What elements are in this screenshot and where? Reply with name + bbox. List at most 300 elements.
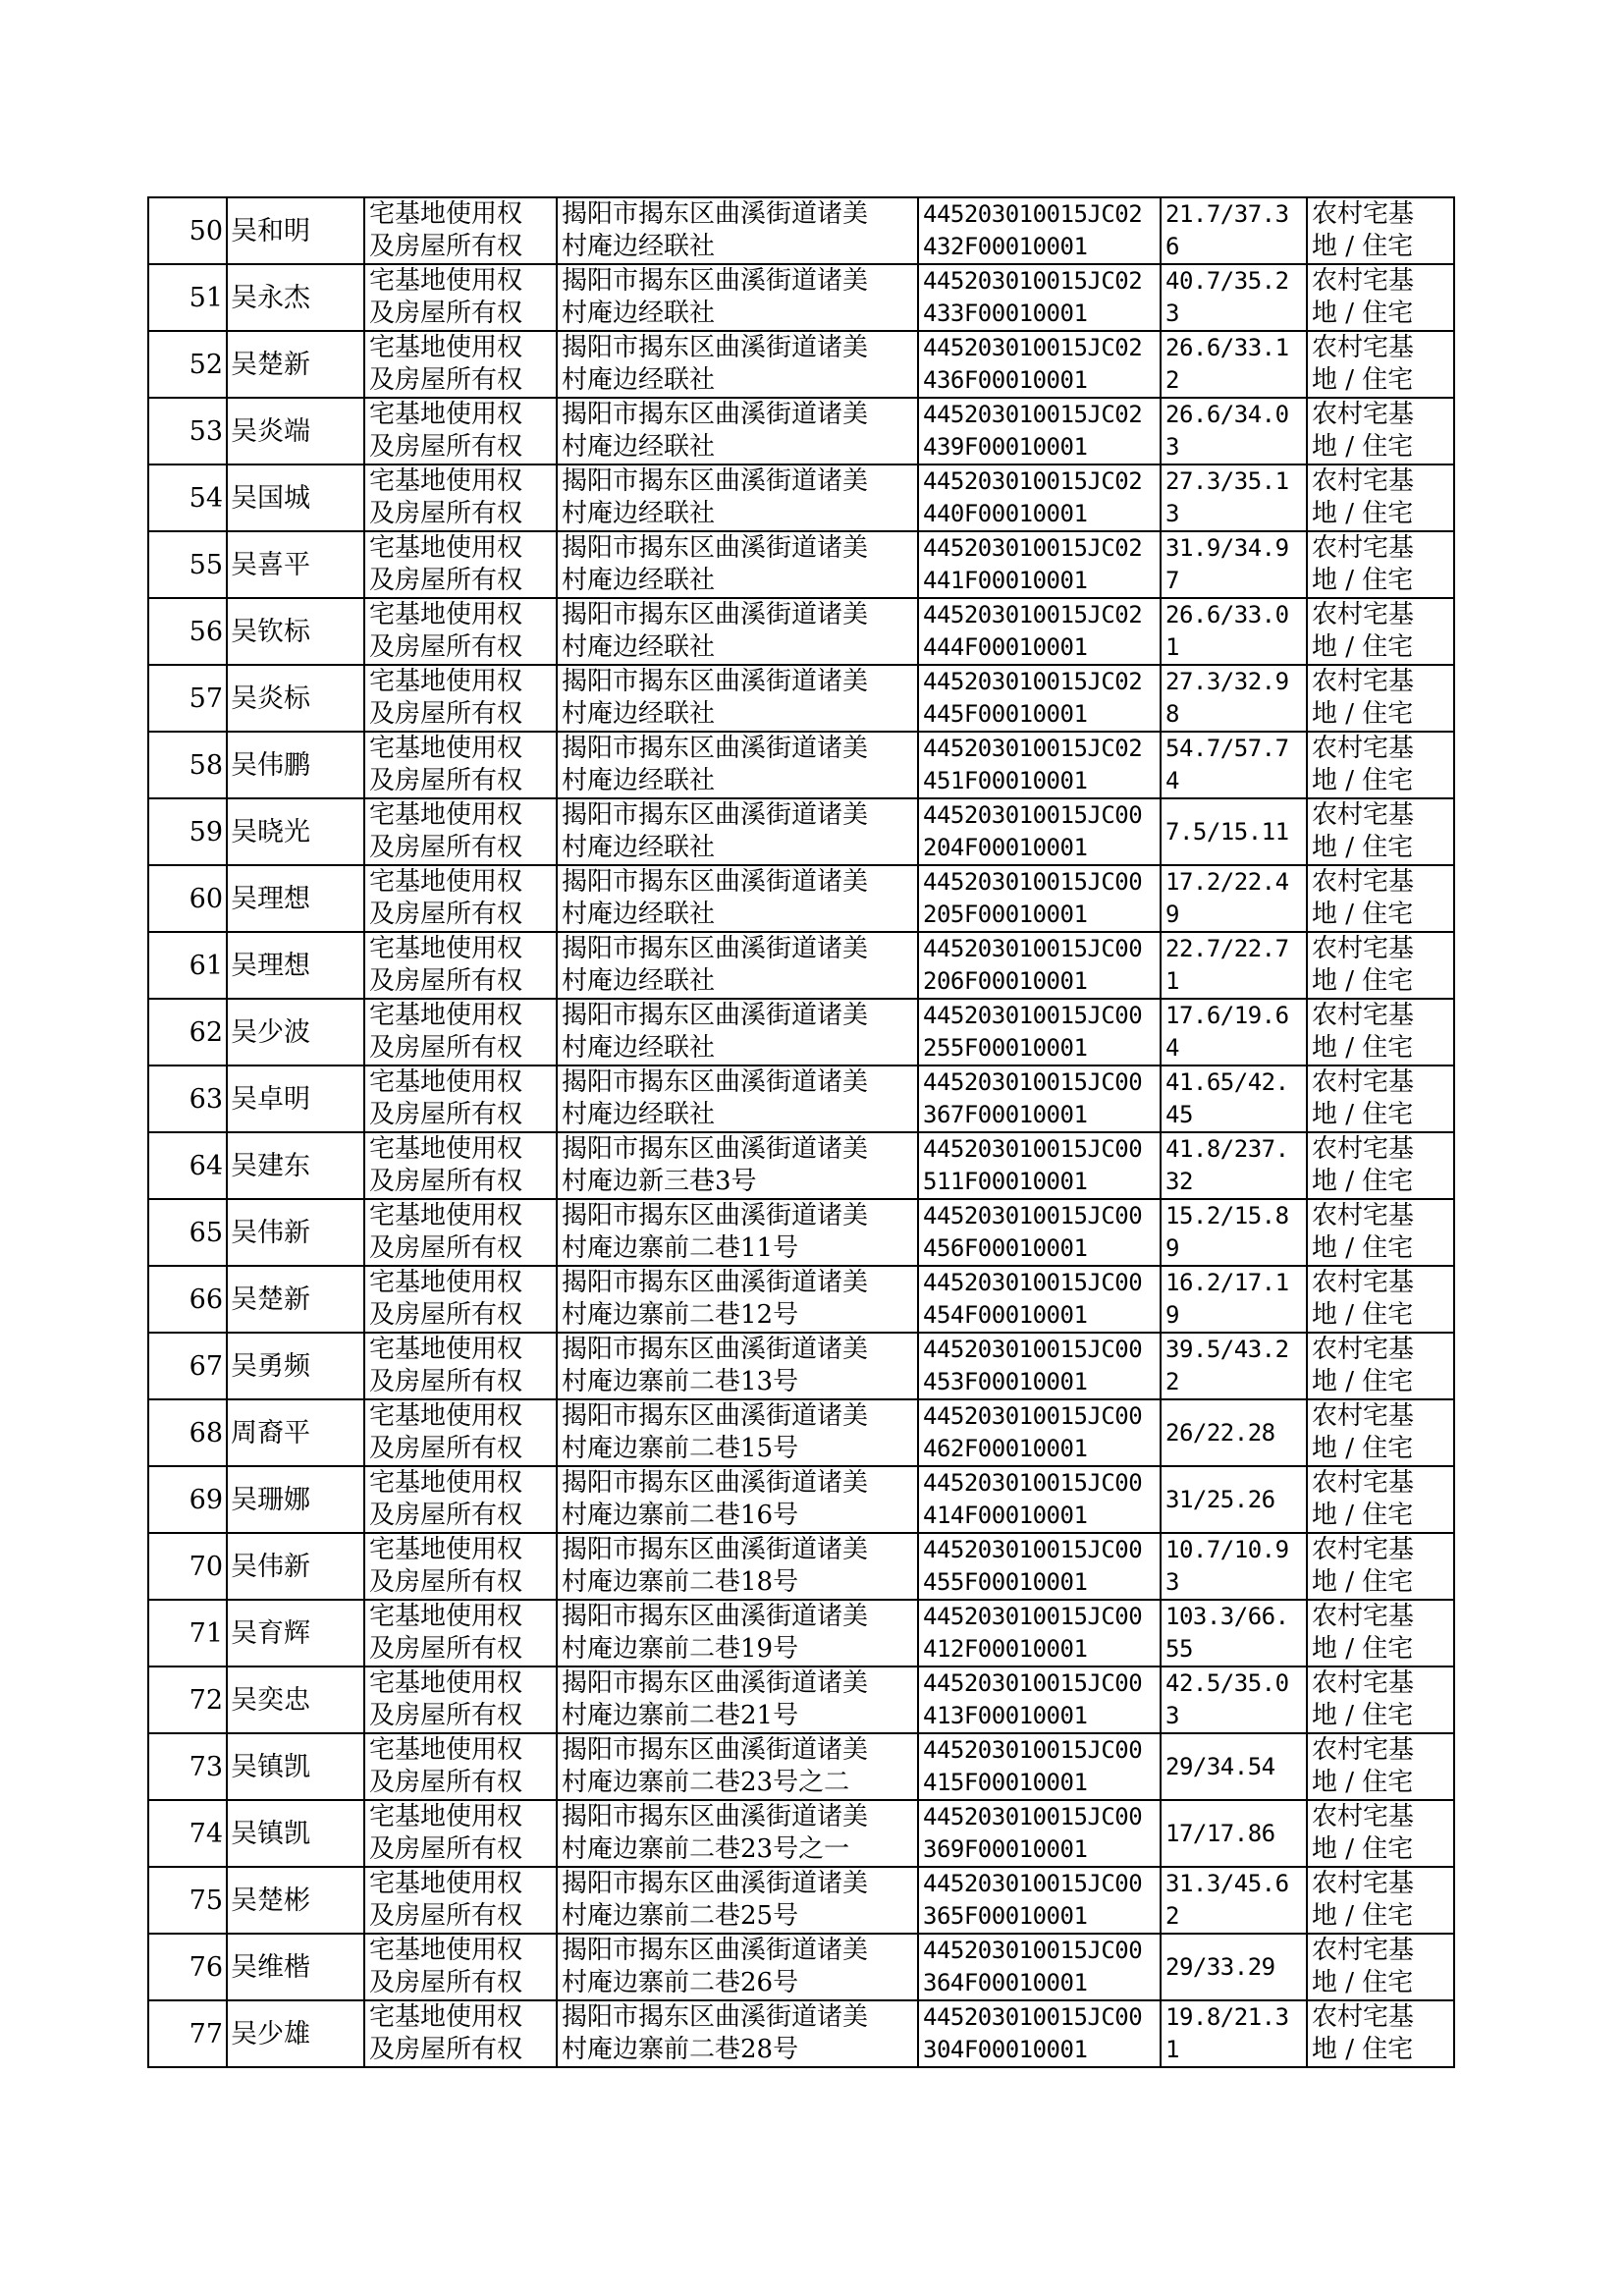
- land-use-line-1: 农村宅基: [1312, 800, 1415, 830]
- area-cell: [1161, 999, 1307, 1066]
- area-line-2: 3: [1165, 1568, 1179, 1596]
- address-line-1: 揭阳市揭东区曲溪街道诸美: [562, 1335, 869, 1364]
- area-line-2: 55: [1165, 1635, 1193, 1663]
- unit-code-line-1: 445203010015JC02: [923, 401, 1143, 428]
- area-cell: [1161, 932, 1307, 999]
- right-type-cell: [364, 1667, 557, 1733]
- area-cell: [1161, 1466, 1307, 1533]
- owner-name-cell: [227, 798, 364, 865]
- table-row: [148, 1466, 1454, 1533]
- unit-code-line-2: 440F00010001: [923, 500, 1088, 527]
- unit-code-cell: [918, 331, 1161, 398]
- area-line-2: 4: [1165, 1034, 1179, 1062]
- row-number-cell: [148, 1867, 227, 1934]
- address-line-1: 揭阳市揭东区曲溪街道诸美: [562, 1869, 869, 1898]
- address-line-2: 村庵边寨前二巷18号: [562, 1567, 799, 1597]
- address-line-1: 揭阳市揭东区曲溪街道诸美: [562, 1001, 869, 1030]
- right-type-line-2: 及房屋所有权: [369, 1033, 523, 1063]
- right-type-line-1: 宅基地使用权: [369, 600, 523, 629]
- address-line-2: 村庵边寨前二巷23号之二: [562, 1768, 850, 1797]
- owner-name-cell: [227, 1800, 364, 1867]
- address-line-2: 村庵边寨前二巷15号: [562, 1434, 799, 1463]
- land-use-line-1: 农村宅基: [1312, 1401, 1415, 1431]
- owner-name: 吴国城: [231, 482, 310, 514]
- address-cell: [557, 531, 918, 598]
- right-type-cell: [364, 665, 557, 732]
- right-type-line-1: 宅基地使用权: [369, 800, 523, 830]
- owner-name: 吴珊娜: [231, 1484, 310, 1515]
- unit-code-line-2: 367F00010001: [923, 1101, 1088, 1128]
- area-line-1: 10.7/10.9: [1165, 1536, 1289, 1563]
- area-line-1: 39.5/43.2: [1165, 1336, 1289, 1363]
- land-use-cell: [1307, 1333, 1454, 1399]
- address-line-1: 揭阳市揭东区曲溪街道诸美: [562, 934, 869, 963]
- owner-name: 吴楚新: [231, 1284, 310, 1315]
- area-cell: [1161, 1867, 1307, 1934]
- address-line-1: 揭阳市揭东区曲溪街道诸美: [562, 1668, 869, 1698]
- table-row: [148, 398, 1454, 464]
- area-line-1: 31.9/34.9: [1165, 534, 1289, 562]
- address-cell: [557, 2000, 918, 2067]
- right-type-cell: [364, 1199, 557, 1266]
- address-cell: [557, 331, 918, 398]
- unit-code-line-1: 445203010015JC02: [923, 601, 1143, 628]
- area-line-1: 40.7/35.2: [1165, 267, 1289, 295]
- table-row: [148, 264, 1454, 331]
- owner-name-cell: [227, 2000, 364, 2067]
- land-use-cell: [1307, 1600, 1454, 1667]
- address-cell: [557, 1333, 918, 1399]
- land-use-line-2: 地 / 住宅: [1312, 1501, 1414, 1530]
- area-line-1: 41.65/42.: [1165, 1068, 1289, 1096]
- owner-name: 吴永杰: [231, 282, 310, 313]
- land-use-line-1: 农村宅基: [1312, 1735, 1415, 1765]
- land-use-line-1: 农村宅基: [1312, 1802, 1415, 1831]
- row-number-cell: [148, 531, 227, 598]
- unit-code-cell: [918, 932, 1161, 999]
- unit-code-line-2: 445F00010001: [923, 700, 1088, 728]
- address-line-2: 村庵边经联社: [562, 299, 716, 328]
- unit-code-line-1: 445203010015JC00: [923, 868, 1143, 896]
- unit-code-cell: [918, 798, 1161, 865]
- address-line-1: 揭阳市揭东区曲溪街道诸美: [562, 1735, 869, 1765]
- unit-code-line-1: 445203010015JC02: [923, 200, 1143, 228]
- right-type-line-1: 宅基地使用权: [369, 400, 523, 429]
- unit-code-cell: [918, 464, 1161, 531]
- right-type-cell: [364, 1934, 557, 2000]
- right-type-cell: [364, 999, 557, 1066]
- right-type-cell: [364, 1733, 557, 1800]
- unit-code-line-1: 445203010015JC00: [923, 1870, 1143, 1897]
- owner-name: 吴镇凯: [231, 1818, 310, 1849]
- right-type-line-2: 及房屋所有权: [369, 699, 523, 729]
- right-type-line-2: 及房屋所有权: [369, 1834, 523, 1864]
- row-number-cell: [148, 1066, 227, 1132]
- area-cell: [1161, 1199, 1307, 1266]
- right-type-cell: [364, 1333, 557, 1399]
- table-row: [148, 1066, 1454, 1132]
- right-type-line-1: 宅基地使用权: [369, 1067, 523, 1097]
- land-use-line-2: 地 / 住宅: [1312, 1968, 1414, 1997]
- address-line-2: 村庵边经联社: [562, 432, 716, 462]
- address-line-1: 揭阳市揭东区曲溪街道诸美: [562, 800, 869, 830]
- right-type-line-1: 宅基地使用权: [369, 1602, 523, 1631]
- owner-name-cell: [227, 598, 364, 665]
- area-line-1: 21.7/37.3: [1165, 200, 1289, 228]
- owner-name: 吴镇凯: [231, 1751, 310, 1782]
- land-use-line-2: 地 / 住宅: [1312, 232, 1414, 261]
- land-use-cell: [1307, 1867, 1454, 1934]
- land-use-line-2: 地 / 住宅: [1312, 1300, 1414, 1330]
- address-line-1: 揭阳市揭东区曲溪街道诸美: [562, 1468, 869, 1498]
- owner-name-cell: [227, 1399, 364, 1466]
- land-use-cell: [1307, 2000, 1454, 2067]
- area-cell: [1161, 1333, 1307, 1399]
- unit-code-line-2: 304F00010001: [923, 2036, 1088, 2063]
- unit-code-line-1: 445203010015JC00: [923, 935, 1143, 962]
- table-row: [148, 331, 1454, 398]
- area-line-2: 4: [1165, 767, 1179, 794]
- unit-code-line-1: 445203010015JC02: [923, 467, 1143, 495]
- table-row: [148, 1934, 1454, 2000]
- row-number: 56: [189, 616, 223, 647]
- right-type-line-1: 宅基地使用权: [369, 1335, 523, 1364]
- right-type-line-1: 宅基地使用权: [369, 466, 523, 496]
- table-row: [148, 732, 1454, 798]
- land-use-line-2: 地 / 住宅: [1312, 766, 1414, 795]
- row-number-cell: [148, 1399, 227, 1466]
- right-type-line-1: 宅基地使用权: [369, 734, 523, 763]
- right-type-line-2: 及房屋所有权: [369, 1701, 523, 1730]
- area-cell: [1161, 732, 1307, 798]
- owner-name: 吴和明: [231, 215, 310, 246]
- land-use-line-1: 农村宅基: [1312, 1602, 1415, 1631]
- row-number-cell: [148, 1600, 227, 1667]
- row-number-cell: [148, 264, 227, 331]
- area-line-1: 15.2/15.8: [1165, 1202, 1289, 1229]
- right-type-line-1: 宅基地使用权: [369, 1802, 523, 1831]
- area-line-2: 1: [1165, 967, 1179, 995]
- row-number-cell: [148, 932, 227, 999]
- address-line-1: 揭阳市揭东区曲溪街道诸美: [562, 600, 869, 629]
- address-line-2: 村庵边寨前二巷21号: [562, 1701, 799, 1730]
- row-number: 59: [189, 816, 223, 847]
- unit-code-cell: [918, 1867, 1161, 1934]
- unit-code-line-2: 433F00010001: [923, 300, 1088, 327]
- right-type-line-2: 及房屋所有权: [369, 432, 523, 462]
- row-number: 67: [189, 1350, 223, 1382]
- address-line-1: 揭阳市揭东区曲溪街道诸美: [562, 333, 869, 362]
- right-type-line-2: 及房屋所有权: [369, 299, 523, 328]
- land-use-line-1: 农村宅基: [1312, 2002, 1415, 2032]
- area-line-2: 1: [1165, 2036, 1179, 2063]
- address-cell: [557, 732, 918, 798]
- unit-code-line-1: 445203010015JC00: [923, 1402, 1143, 1430]
- unit-code-line-1: 445203010015JC02: [923, 668, 1143, 695]
- address-line-1: 揭阳市揭东区曲溪街道诸美: [562, 1936, 869, 1965]
- unit-code-line-1: 445203010015JC00: [923, 1002, 1143, 1029]
- unit-code-line-2: 204F00010001: [923, 834, 1088, 861]
- unit-code-line-2: 456F00010001: [923, 1234, 1088, 1262]
- address-line-2: 村庵边经联社: [562, 1033, 716, 1063]
- owner-name: 吴炎标: [231, 683, 310, 714]
- land-use-line-1: 农村宅基: [1312, 400, 1415, 429]
- land-use-cell: [1307, 197, 1454, 264]
- right-type-cell: [364, 1066, 557, 1132]
- table-row: [148, 1533, 1454, 1600]
- right-type-line-1: 宅基地使用权: [369, 533, 523, 563]
- owner-name: 吴少波: [231, 1016, 310, 1048]
- right-type-line-2: 及房屋所有权: [369, 232, 523, 261]
- row-number-cell: [148, 732, 227, 798]
- address-line-1: 揭阳市揭东区曲溪街道诸美: [562, 2002, 869, 2032]
- row-number: 62: [189, 1016, 223, 1048]
- address-cell: [557, 1466, 918, 1533]
- right-type-cell: [364, 2000, 557, 2067]
- owner-name-cell: [227, 999, 364, 1066]
- unit-code-line-2: 205F00010001: [923, 901, 1088, 928]
- owner-name: 吴理想: [231, 883, 310, 914]
- area-line-1: 17.2/22.4: [1165, 868, 1289, 896]
- land-use-line-2: 地 / 住宅: [1312, 432, 1414, 462]
- land-use-cell: [1307, 331, 1454, 398]
- area-cell: [1161, 1600, 1307, 1667]
- address-cell: [557, 1667, 918, 1733]
- unit-code-line-2: 444F00010001: [923, 633, 1088, 661]
- unit-code-line-1: 445203010015JC00: [923, 801, 1143, 829]
- right-type-line-1: 宅基地使用权: [369, 1134, 523, 1164]
- address-line-2: 村庵边寨前二巷16号: [562, 1501, 799, 1530]
- land-use-line-2: 地 / 住宅: [1312, 2035, 1414, 2064]
- right-type-line-2: 及房屋所有权: [369, 1968, 523, 1997]
- row-number: 68: [189, 1417, 223, 1448]
- area-line-1: 7.5/15.11: [1165, 817, 1289, 846]
- right-type-cell: [364, 398, 557, 464]
- address-cell: [557, 398, 918, 464]
- row-number: 54: [189, 482, 223, 514]
- owner-name-cell: [227, 1667, 364, 1733]
- owner-name: 吴育辉: [231, 1617, 310, 1649]
- table-row: [148, 665, 1454, 732]
- unit-code-line-2: 511F00010001: [923, 1168, 1088, 1195]
- address-line-2: 村庵边寨前二巷13号: [562, 1367, 799, 1396]
- right-type-cell: [364, 1399, 557, 1466]
- right-type-line-1: 宅基地使用权: [369, 1869, 523, 1898]
- table-row: [148, 865, 1454, 932]
- land-use-cell: [1307, 1132, 1454, 1199]
- row-number: 53: [189, 415, 223, 447]
- owner-name-cell: [227, 1066, 364, 1132]
- area-line-1: 26.6/33.1: [1165, 334, 1289, 361]
- area-line-2: 1: [1165, 633, 1179, 661]
- unit-code-line-1: 445203010015JC00: [923, 1135, 1143, 1163]
- address-line-2: 村庵边经联社: [562, 365, 716, 395]
- area-line-2: 45: [1165, 1101, 1193, 1128]
- table-row: [148, 1733, 1454, 1800]
- address-line-2: 村庵边寨前二巷12号: [562, 1300, 799, 1330]
- row-number: 50: [189, 215, 223, 246]
- row-number: 76: [189, 1951, 223, 1983]
- unit-code-line-2: 369F00010001: [923, 1835, 1088, 1863]
- land-use-line-2: 地 / 住宅: [1312, 299, 1414, 328]
- owner-name-cell: [227, 1266, 364, 1333]
- owner-name-cell: [227, 1867, 364, 1934]
- row-number-cell: [148, 331, 227, 398]
- owner-name: 吴少雄: [231, 2018, 310, 2049]
- right-type-line-2: 及房屋所有权: [369, 1233, 523, 1263]
- address-line-2: 村庵边经联社: [562, 833, 716, 862]
- land-use-line-2: 地 / 住宅: [1312, 1167, 1414, 1196]
- row-number-cell: [148, 1466, 227, 1533]
- address-cell: [557, 197, 918, 264]
- address-line-1: 揭阳市揭东区曲溪街道诸美: [562, 1067, 869, 1097]
- unit-code-line-1: 445203010015JC00: [923, 1536, 1143, 1563]
- right-type-line-2: 及房屋所有权: [369, 1300, 523, 1330]
- address-line-1: 揭阳市揭东区曲溪街道诸美: [562, 1134, 869, 1164]
- right-type-line-2: 及房屋所有权: [369, 365, 523, 395]
- unit-code-cell: [918, 1399, 1161, 1466]
- row-number: 63: [189, 1083, 223, 1115]
- land-use-line-2: 地 / 住宅: [1312, 566, 1414, 595]
- row-number-cell: [148, 398, 227, 464]
- right-type-line-2: 及房屋所有权: [369, 566, 523, 595]
- table-row: [148, 932, 1454, 999]
- right-type-line-2: 及房屋所有权: [369, 1634, 523, 1664]
- area-cell: [1161, 2000, 1307, 2067]
- right-type-line-1: 宅基地使用权: [369, 934, 523, 963]
- land-use-line-2: 地 / 住宅: [1312, 365, 1414, 395]
- unit-code-line-2: 455F00010001: [923, 1568, 1088, 1596]
- area-line-2: 2: [1165, 1368, 1179, 1395]
- owner-name-cell: [227, 264, 364, 331]
- address-cell: [557, 1399, 918, 1466]
- area-cell: [1161, 665, 1307, 732]
- land-use-line-2: 地 / 住宅: [1312, 900, 1414, 929]
- unit-code-cell: [918, 1667, 1161, 1733]
- right-type-line-2: 及房屋所有权: [369, 1100, 523, 1129]
- right-type-line-2: 及房屋所有权: [369, 1901, 523, 1931]
- right-type-line-2: 及房屋所有权: [369, 1434, 523, 1463]
- owner-name-cell: [227, 1199, 364, 1266]
- unit-code-line-1: 445203010015JC00: [923, 1269, 1143, 1296]
- unit-code-line-2: 451F00010001: [923, 767, 1088, 794]
- unit-code-line-1: 445203010015JC00: [923, 1669, 1143, 1697]
- address-cell: [557, 1066, 918, 1132]
- address-line-2: 村庵边经联社: [562, 499, 716, 528]
- row-number: 61: [189, 950, 223, 981]
- land-use-line-1: 农村宅基: [1312, 1268, 1415, 1297]
- table-row: [148, 1333, 1454, 1399]
- land-use-line-2: 地 / 住宅: [1312, 833, 1414, 862]
- address-line-2: 村庵边经联社: [562, 766, 716, 795]
- right-type-line-2: 及房屋所有权: [369, 632, 523, 662]
- address-line-1: 揭阳市揭东区曲溪街道诸美: [562, 734, 869, 763]
- address-cell: [557, 1132, 918, 1199]
- owner-name: 吴钦标: [231, 616, 310, 647]
- land-use-cell: [1307, 264, 1454, 331]
- area-cell: [1161, 398, 1307, 464]
- owner-name: 周裔平: [231, 1417, 310, 1448]
- address-line-1: 揭阳市揭东区曲溪街道诸美: [562, 667, 869, 696]
- right-type-cell: [364, 598, 557, 665]
- address-line-1: 揭阳市揭东区曲溪街道诸美: [562, 1802, 869, 1831]
- address-line-1: 揭阳市揭东区曲溪街道诸美: [562, 199, 869, 229]
- row-number-cell: [148, 1132, 227, 1199]
- land-use-cell: [1307, 1266, 1454, 1333]
- right-type-line-2: 及房屋所有权: [369, 1567, 523, 1597]
- unit-code-line-1: 445203010015JC00: [923, 2003, 1143, 2031]
- area-cell: [1161, 1533, 1307, 1600]
- table-row: [148, 999, 1454, 1066]
- land-use-line-1: 农村宅基: [1312, 1001, 1415, 1030]
- table-row: [148, 598, 1454, 665]
- unit-code-line-1: 445203010015JC00: [923, 1603, 1143, 1630]
- row-number: 64: [189, 1150, 223, 1181]
- area-line-1: 27.3/32.9: [1165, 668, 1289, 695]
- unit-code-cell: [918, 1800, 1161, 1867]
- address-cell: [557, 1867, 918, 1934]
- area-cell: [1161, 598, 1307, 665]
- table-row: [148, 1399, 1454, 1466]
- unit-code-line-1: 445203010015JC00: [923, 1336, 1143, 1363]
- area-cell: [1161, 1800, 1307, 1867]
- right-type-line-1: 宅基地使用权: [369, 266, 523, 296]
- land-use-cell: [1307, 932, 1454, 999]
- owner-name: 吴楚新: [231, 349, 310, 380]
- right-type-cell: [364, 197, 557, 264]
- area-line-2: 3: [1165, 300, 1179, 327]
- land-use-line-1: 农村宅基: [1312, 867, 1415, 897]
- row-number-cell: [148, 665, 227, 732]
- area-line-2: 7: [1165, 567, 1179, 594]
- right-type-cell: [364, 1867, 557, 1934]
- land-use-line-2: 地 / 住宅: [1312, 1033, 1414, 1063]
- area-line-1: 22.7/22.7: [1165, 935, 1289, 962]
- address-line-2: 村庵边经联社: [562, 232, 716, 261]
- area-line-1: 17.6/19.6: [1165, 1002, 1289, 1029]
- row-number-cell: [148, 598, 227, 665]
- right-type-cell: [364, 1266, 557, 1333]
- owner-name: 吴勇频: [231, 1350, 310, 1382]
- area-cell: [1161, 1667, 1307, 1733]
- owner-name-cell: [227, 932, 364, 999]
- unit-code-line-1: 445203010015JC00: [923, 1736, 1143, 1764]
- area-line-1: 26.6/34.0: [1165, 401, 1289, 428]
- address-line-2: 村庵边经联社: [562, 566, 716, 595]
- right-type-line-1: 宅基地使用权: [369, 1735, 523, 1765]
- owner-name: 吴理想: [231, 950, 310, 981]
- owner-name-cell: [227, 865, 364, 932]
- land-use-cell: [1307, 732, 1454, 798]
- owner-name-cell: [227, 1533, 364, 1600]
- row-number-cell: [148, 865, 227, 932]
- right-type-cell: [364, 1800, 557, 1867]
- owner-name: 吴喜平: [231, 549, 310, 580]
- unit-code-line-2: 414F00010001: [923, 1502, 1088, 1529]
- land-use-line-2: 地 / 住宅: [1312, 1100, 1414, 1129]
- land-use-line-1: 农村宅基: [1312, 1201, 1415, 1230]
- unit-code-line-2: 441F00010001: [923, 567, 1088, 594]
- address-cell: [557, 264, 918, 331]
- owner-name-cell: [227, 464, 364, 531]
- area-line-2: 9: [1165, 1234, 1179, 1262]
- registration-table: [147, 196, 1455, 2068]
- table-row: [148, 1132, 1454, 1199]
- land-use-cell: [1307, 1733, 1454, 1800]
- address-line-2: 村庵边新三巷3号: [562, 1167, 757, 1196]
- area-line-1: 19.8/21.3: [1165, 2003, 1289, 2031]
- address-line-2: 村庵边寨前二巷19号: [562, 1634, 799, 1664]
